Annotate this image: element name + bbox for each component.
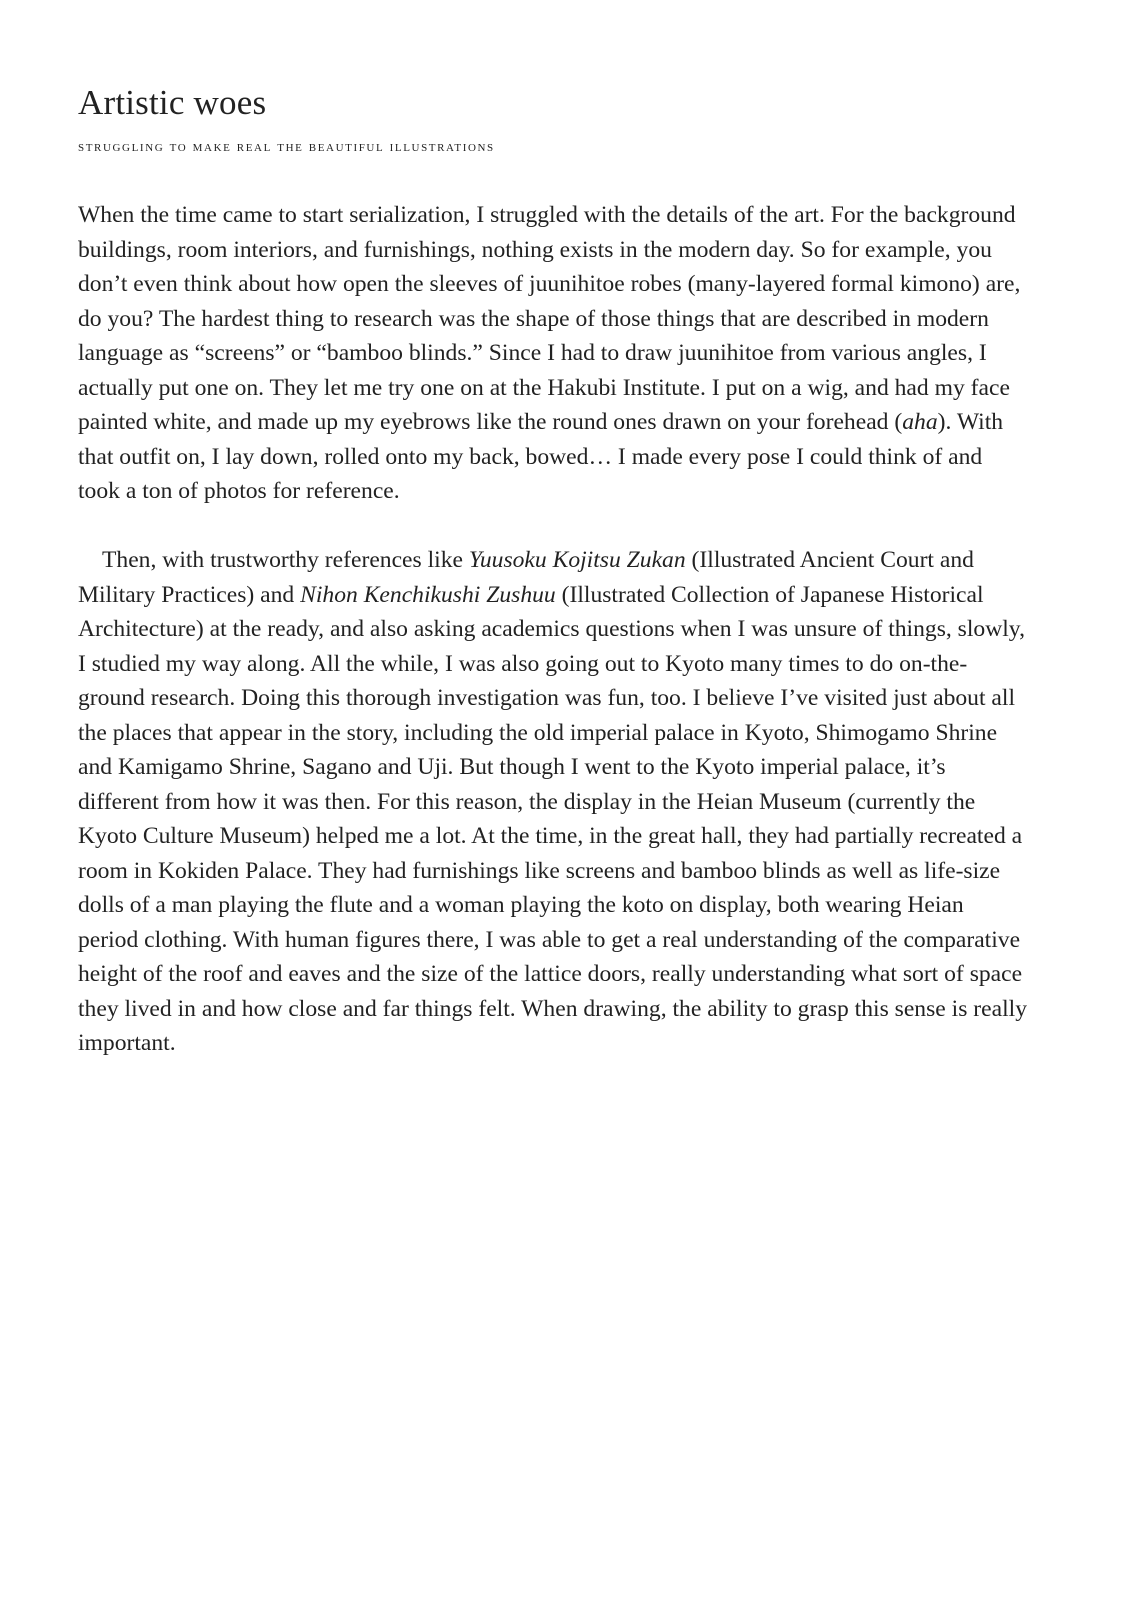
paragraph-1-text: When the time came to start serialization, I struggled with the details of the art. For the background buildings, room interiors, and furnishings, nothing exists in the modern day. So for example, you don’t even think about how open the sleeves of juunihitoe robes (many-layered formal kimono) are, do you? The hardest thing to research was the shape of those things that are described in modern language as “screens” or “bamboo blinds.” Since I had to draw juunihitoe from various angles, I actually put one on. They let me try one on at the Hakubi Institute. I put on a wig, and had my face painted white, and made up my eyebrows like the round ones drawn on your forehead ( [78,202,1021,435]
reference-title-1: Yuusoku Kojitsu Zukan [468,547,686,573]
paragraph-2-rest: (Illustrated Collection of Japanese Historical Architecture) at the ready, and also asking academics questions when I was unsure of things, slowly, I studied my way along. All the while, I was also going out to Kyoto many times to do on-the-ground research. Doing this thorough investigation was fun, too. I believe I’ve visited just about all the places that appear in the story, including the old imperial palace in Kyoto, Shimogamo Shrine and Kamigamo Shrine, Sagano and Uji. But though I went to the Kyoto imperial palace, it’s different from how it was then. For this reason, the display in the Heian Museum (currently the Kyoto Culture Museum) helped me a lot. At the time, in the great hall, they had partially recreated a room in Kokiden Palace. They had furnishings like screens and bamboo blinds as well as life-size dolls of a man playing the flute and a woman playing the koto on display, both wearing Heian period clothing. With human figures there, I was able to get a real understanding of the comparative height of the roof and eaves and the size of the lattice doors, really understanding what sort of space they lived in and how close and far things felt. When drawing, the ability to grasp this sense is really important. [78,581,1027,1056]
article [78,80,1028,1061]
paragraph-2-start: Then, with trustworthy references like [102,547,469,573]
article-title: Artistic woes [78,83,267,122]
paragraph-1-italic: aha [902,409,938,435]
article-subtitle: struggling to make real the beautiful illustrations [78,139,495,155]
paragraph-1-end: ). With that outfit on, I lay down, rolled onto my back, bowed… I made every pose I could think of and took a ton of photos for reference. [78,409,1004,504]
paragraph-2-mid: (Illustrated Ancient Court and Military Practices) and [78,547,974,608]
paragraph-1 [78,198,1028,509]
article-body [78,198,1028,1061]
paragraph-2 [78,543,1028,1061]
reference-title-2: Nihon Kenchikushi Zushuu [300,581,556,608]
